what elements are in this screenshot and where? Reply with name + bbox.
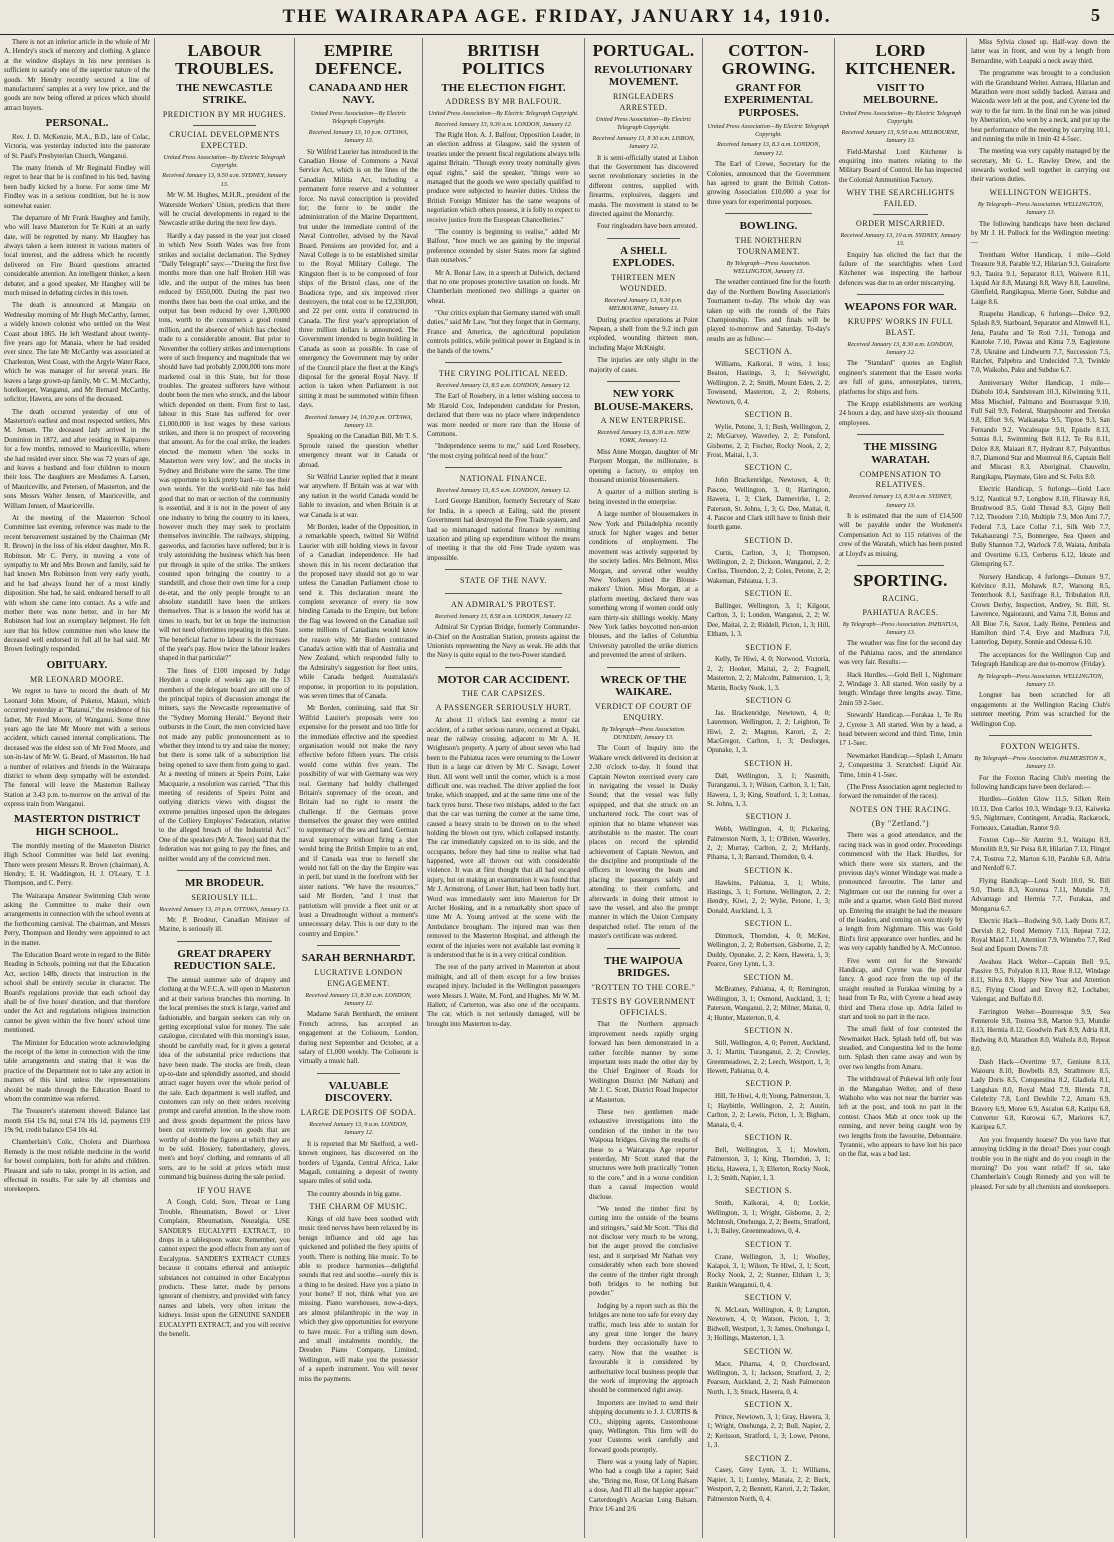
paragraph: The fines of £100 imposed by Judge Heydon a couple of weeks ago on the 13 members of the delegate board are still one of the principal topics of discussion amongst the miners, says the Newcastle representative of the "Sydney Morning Herald." Beyond their outbursts in the Court, the men convicted have not made any public pronouncement as to whether they intend to try and raise the money; but there is some talk of a subscription list being opened to save them from going to gaol. At a meeting of miners at Speirs Point, Lake Macquarie, a resolution was carried, "That this meeting of residents of Speirs Point and outlying districts views with disgust the extreme penalties imposed upon the delegates of the Colliery Employes' Federation, relative to the alleged breach of the Industrial Act." One of the speakers (Mr A. Teece) said that the federation was not going to pay the fines, and neither would any of the convicted men. bbox=[159, 667, 290, 863]
paragraph: The death is announced at Mangaia on Wednesday morning of Mr Hugh McCarthy, farmer, a widely known colonist who settled on the West Coast about 1865. He left Westland about twenty-five years ago for Manaia, where he had resided ever since. The late Mr McCarthy was associated at Charleston, West Coast, with the Argyle Water Race, which he was manager of for several years. He leaves a large grown-up family, Mr C. M. McCarthy, hotelkeeper, Wanganui, and Mr Bernard McCarthy, solicitor, Hawera, are sons of the deceased. bbox=[4, 302, 150, 404]
paragraph: It is estimated that the sum of £14,500 will be payable under the Workmen's Compensation Act to 115 relatives of the crew of the Waratah, which has been posted at Lloyd's as missing. bbox=[839, 513, 962, 558]
paragraph: Lord George Hamilton, formerly Secretary of State for India, in a speech at Ealing, said the present Government had destroyed the Free Trade system, and had so mismanaged national finance by remitting taxation and piling up expenditure without the means of meeting it that the old Free Trade system was impossible. bbox=[427, 498, 580, 562]
paragraph: Mr. P. Brodeur, Canadian Minister of Marine, is seriously ill. bbox=[159, 916, 290, 934]
paragraph: The monthly meeting of the Masterton District High School Committee was held last evening. There were present Messrs R. Brown (chairman), A. Hendry, E. H. Waddington, H. J. O'Leary, T. J. Thompson, and C. Perry. bbox=[4, 842, 150, 888]
paragraph: It is semi-officially stated at Lisbon that the Government has discovered secret revolutionary societies in the different centres, supplied with firearms, explosives, daggers and masks. The movement is stated to be directed against the Monarchy. bbox=[589, 154, 698, 218]
divider bbox=[177, 941, 272, 942]
paragraph: Speaking on the Canadian Bill, Mr T. S. Sproule raised the question whether emergency meant war in Canada or abroad. bbox=[299, 433, 418, 469]
column-5 bbox=[584, 38, 702, 1538]
section-heading: PAHIATUA RACES. bbox=[862, 607, 939, 617]
paragraph: Dall, Wellington, 3, 1; Nasmith, Turanganui, 3, 1; Wilson, Carlton, 3, 1; Tait, Hawera, 1, 3; King, Stratford, 1, 3; Lomas, St. Johns, 1, 3. bbox=[707, 772, 830, 808]
subheadline: WEAPONS FOR WAR. bbox=[844, 301, 957, 314]
section-heading: FOXTON WEIGHTS. bbox=[1000, 741, 1081, 751]
paragraph: Kelly, Te Hiwi, 4, 0; Norwood, Victoria, 2, 2; Hooker, Maitai, 2, 2; Fragnell, Masterton, 2, 2; Malcolm, Palmerston, 1, 3; Martin, Rocky Nook, 1, 3. bbox=[707, 656, 830, 692]
paragraph: The departure of Mr Frank Haughey and family, who will leave Masterton for Te Kuiti at an early date, will be regretted by many. Mr Haughey has always taken a keen interest in various matters of local interest, and the address which he recently delivered on Fire Board questions attracted considerable attention. An intelligent thinker, a keen debater, and a good speaker, Mr Haughey will be much missed in debating circles in this town. bbox=[4, 214, 150, 298]
section-heading: WELLINGTON WEIGHTS. bbox=[989, 187, 1092, 197]
paragraph: Field-Marshal Lord Kitchener is enquiring into matters relating to the Military Board of Control. He has inspected the Colonial Ammunition Factory. bbox=[839, 148, 962, 184]
paragraph: Importers are invited to send their shipping documents to J. J. CURTIS & CO., shipping agents, Customhouse quay, Wellington. This firm will do your Customs work carefully and forward goods promptly. bbox=[589, 1399, 698, 1454]
divider bbox=[857, 434, 944, 435]
dateline: Received January 13, 8.30 a.m. LONDON, January 12. bbox=[305, 991, 412, 1007]
divider bbox=[607, 667, 680, 668]
section-heading: THIRTEEN MEN WOUNDED. bbox=[611, 272, 676, 293]
section-heading: SECTION L. bbox=[744, 919, 793, 929]
paragraph: The Earl of Crewe, Secretary for the Colonies, announced that the Government has agreed to grant the British Cotton-growing Association £10,000 a year for three years for experimental purposes. bbox=[707, 161, 830, 206]
section-heading: SECTION D. bbox=[744, 535, 793, 545]
section-heading: STATE OF THE NAVY. bbox=[459, 576, 548, 586]
paragraph: Enquiry has elicited the fact that the failure of the searchlights when Lord Kitchener was inspecting the harbour defences was due to an order miscarrying. bbox=[839, 251, 962, 287]
paragraph: The Right Hon. A. J. Balfour, Opposition Leader, in an election address at Glasgow, said the system of treaties under the present fiscal regulations always tells against Britain. "Though every treaty nominally gives equal rights," said the speaker, "things were so managed that the goods we were specially qualified to produce were subjected to heavier duties. Unless the British Foreign Minister has the same weapons of negotiation which others possess, it is folly to expect to receive justice from the European Chancelleries." bbox=[427, 132, 580, 224]
section-heading: A PASSENGER SERIOUSLY HURT. bbox=[435, 703, 572, 713]
dateline: By Telegraph—Press Association. PAHIATUA, January 13. bbox=[842, 620, 959, 637]
paragraph: Hardly a day passed in the year just closed in which New South Wales was free from strikes and socialist declamation. The Sydney "Daily Telegraph" says:—"During the first five months more than one half Broken Hill was idle, and the output of the mines has been reduced by £650,000. During the past two months there has been the coal strike, and the output has been reduced by over 1,300,000 tons, worth to the consumers a good round million, and the absence of which has checked trade to a considerable amount. But prior to November the colliery strikes and interruptions were of such frequency and magnitude that we should have had probably 2,000,000 tons more marketed coal in this State, but for those troubles. The greatest sufferers have without doubt been the men who struck, and the labour which depended on them. From first to last, labour in this State has suffered for over £1,000,000 in lost wages by these various strikes, and there is no prospect of recovering that amount. As for the coal strike, the leaders elected the moment when 'the socks in Masterton were very low', and the stocks in Sydney and Brisbane were the same. The time was opportune to kick pretty hard—to use their own words. Yet the world-old rule has held good that no man or section of the community is essential, and it is not in the power of any one industry to bring the country to its knees, however much they may seek to proclaim themselves invincible. The railways, shipping, gasworks, and factories have suffered; but it is truly astonishing the business which has been put through in spite of the strike. The strikers counted upon bringing the country to a standstill, and chose their own time for a coup de-etat, and the only people brought to an absolute standstill have been the strikers themselves. That is a lesson the world has at times to teach, but let us hope the instruction will not need oftentimes repeating in this State. The beneficial factor to labour is the increases of the year's pay. How twice the labour leaders shaped in that particular?" bbox=[159, 232, 290, 663]
headline: PORTUGAL. bbox=[592, 41, 695, 60]
section-heading: THE NORTHERN TOURNAMENT. bbox=[735, 235, 802, 256]
column-3 bbox=[294, 38, 422, 1538]
paragraph: There was a young lady of Napier, Who had a cough like a rapier; Said she, "Bring me, Rose, Of Long Balsam a dose, And I'll all the happier appear." Carterdough's Acacian Lung Balsam. Price 1/6 and 2/6 bbox=[589, 1459, 698, 1514]
paragraph: The acceptances for the Wellington Cup and Telegraph Handicap are due to-morrow (Friday). bbox=[971, 651, 1110, 669]
masthead bbox=[0, 0, 1114, 35]
divider bbox=[607, 948, 680, 949]
masthead-title: THE WAIRARAPA AGE. FRIDAY, JANUARY 14, 1910. bbox=[282, 6, 832, 27]
paragraph: John Brackenridge, Newtown, 4, 0; Pascoe, Wellington, 3, 0; Harrington, Hawera, 1, 3; Clark, Dannevirke, 1, 2; Paterson, St. Johns, 1, 3; G. Dee, Maitai, 0, 4. Pascoe and Clark still have to finish their fourth game. bbox=[707, 477, 830, 532]
paragraph: Crane, Wellington, 3, 1; Woolley, Kaiapoi, 3, 1; Wilson, Te Hiwi, 3, 1; Scott, Rocky Nook, 2, 2; Stanner, Eltham 1, 3; Rankin Wanganui, 0, 4. bbox=[707, 1253, 830, 1289]
paragraph: The annual summer sale of drapery and clothing at the W.F.C.A. will open in Masterton and at their various branches this morning. In the local premises the stock is large, varied and fashionable, and bargain seekers can rely on getting exceptional value for money. The sale catalogue, circulated with this morning's issue, should be carefully read, for it gives a general idea of the substantial price reductions that have been made. The stocks are fresh, clean up-to-date and splendidly assorted, and should attract eager buyers over the whole period of the sale. Each department is well staffed, and customers can rely on their orders receiving prompt and careful attention. In the show room and dress goods department the prices have been cut extremely low on goods that are worthy of double the figures at which they are to be sold. Hosiery, haberdashery, gloves, men's and boys' clothing, and remnants of all sorts, are to be sold at prices which must command big business during the sale period. bbox=[159, 977, 290, 1182]
section-heading: SECTION H. bbox=[744, 758, 793, 768]
subheadline: NEW YORK BLOUSE-MAKERS. bbox=[593, 387, 694, 413]
section-heading: RINGLEADERS ARRESTED. bbox=[612, 92, 675, 112]
paragraph: The Earl of Rosebery, in a letter wishing success to Mr Harold Cox, Independent candidate for Preston, declared that there was no place where independence was more needed or more rare than the House of Commons. bbox=[427, 393, 580, 438]
column-7 bbox=[834, 38, 966, 1538]
subheadline: THE WAIPOUA BRIDGES. bbox=[604, 954, 683, 980]
paragraph: The meeting was very capably managed by the secretary, Mr G. L. Rawley Drew, and the stewards worked well together in carrying out their various duties. bbox=[971, 148, 1110, 184]
paragraph: The country abounds in big game. bbox=[307, 1190, 402, 1198]
paragraph: Newmarket Handicap.—Splash 1, Amaru 2, Conquestina 3. Scratched: Liquid Air. Time, 1min 4 1-5sec. bbox=[839, 752, 962, 779]
paragraph: Ruapehu Handicap, 6 furlongs—Dolce 9.2, Splash 8.9, Starboard, Separator and Almwell 8.1, Jena, Parahu and Te Roti 7.11, Tomoga and Kautoke 7.10, Pawaa and Kinta 7.9, Eaglestone 7.8, Ukraine and Lindwurm 7.7, Succession 7.5, Ratchet, Palpebra and Undecided 7.3, Twinkle 7.0, Waikoho, Paku and Subdue 6.7. bbox=[971, 311, 1110, 375]
paragraph: Casey, Grey Lynn, 3, 1; Williams, Napier, 3, 1; Lumley, Manaia, 2, 2; Buck, Westport, 2, 2; Bennett, Karori, 2, 2; Tasker, Palmerston North, 0, 4. bbox=[707, 1467, 830, 1503]
paragraph: Jas. Brackenridge, Newtown, 4, 0; Laurenson, Wellington, 2, 2; Leighton, Te Hiwi, 2, 2; Magnus, Karori, 2, 2; MacGregor, Carlton, 1, 3; Desforges, Opunake, 1, 3. bbox=[707, 709, 830, 755]
paragraph: Mr Borden, leader of the Opposition, in a remarkable speech, twitted Sir Wilfrid Laurier with still holding views in favour of a Canadian independence. He had shown this in his recent declaration that the proposed navy should not go to war unless the Canadian Parliament chose to send it. This declaration meant the complete severance of every tie now binding Canada to the Empire, but before the flag was lowered on the Canadian soil some millions of Canadians would know the reason why. Mr Borden contrasted Canada's action with that of Australia and New Zealand, which responded fully to the Admiralty's suggestion for fleet units, while Canada hedged. Australasia's response, in proportion to its population, was seven times that of Canada. bbox=[299, 523, 418, 700]
dateline: By Telegraph—Press Association. DUNEDIN, January 13. bbox=[601, 725, 686, 741]
section-heading: THE CRYING POLITICAL NEED. bbox=[438, 369, 569, 379]
paragraph: Foxton Cup—Sir Antrim 9.1, Waitapu 8.9, Monolith 8.9, Sir Peisa 8.8, Hilarian 7.13, Flingot 7.4, Tostrea 7.2, Marton 6.10, Parable 6.8, Adria and Nerdoff 6.7. bbox=[971, 837, 1110, 873]
section-heading: SECTION P. bbox=[745, 1079, 792, 1089]
paragraph: The injuries are only slight in the majority of cases. bbox=[589, 357, 698, 374]
section-heading: PREDICTION BY MR HUGHES. bbox=[162, 109, 287, 119]
paragraph: Mr Borden, continuing, said that Sir Wilfrid Laurier's proposals were too expensive for the present and too little for the immediate effective and the speediest organisation would not make the navy effective before fifteen years. The crisis would come within five years. The possibility of war with Germany was very real. Germany had boldly challenged Britain's supremacy of the ocean, and Britain had no right to resent the challenge. If the Germans prove themselves the greater they were entitled to supremacy of the sea and land. German naval supremacy without firing a shot would bring the British Empire to an end, and if Canada was true to herself she would not fall on the day the Empire was in peril, but stand in the forefront with her sister nations. "We have the resources," said Mr Borden, "and I trust that patriotism will provide a fleet unit or at least a Dreadnought without a moment's unnecessary delay. This is our duty to the country and Empire." bbox=[299, 705, 418, 938]
divider bbox=[445, 467, 562, 468]
section-heading: SECTION V. bbox=[744, 1293, 793, 1303]
paragraph: Miss Anne Morgan, daughter of Mr Pierpont Morgan, the millionaire, is opening a factory, to employ ten thousand unionist blousemakers. bbox=[589, 448, 698, 485]
paragraph: Madame Sarah Bernhardt, the eminent French actress, has accepted an engagement at the Coliseum, London, during next September and October, at a salary of £1,000 weekly. The Coliseum is virtually a music hall. bbox=[299, 1011, 418, 1066]
paragraph: Trentham Welter Handicap, 1 mile—Gold Treasure 9.8, Parable 9.2, Hilarian 9.3, Guiraforte 9.3, Tauira 9.1, Separator 8.13, Waiwere 8.11, Liquid Air 8.8, Matangi 8.8, Wavy 8.8, Laureline, Glenfield, Rangikapua, Merrie Goer, Subdue and Laige 8.6. bbox=[971, 251, 1110, 306]
paragraph: These two gentlemen made exhaustive investigations into the condition of the timber in the two Waipoua bridges. Giving the results of these to a Wairarapa Age reporter yesterday, Mr Scott stated that the structures were both practically "rotten to the core," and in a worse condition than a casual inspection would disclose. bbox=[589, 1109, 698, 1201]
paragraph: The rest of the party arrived in Masterton at about midnight, and all of them except for a few bruises escaped injury. Included in the Wellington passengers were Messrs J. Waite, M. Ford, and Hughes. Mr W. M. Hallett, of Carterton, was also one of the occupants. The car, which is not seriously damaged, will be brought into Masterton to-day. bbox=[427, 964, 580, 1028]
paragraph: The programme was brought to a conclusion with the Grandstand Welter. Astraea, Hilarian and Marathon were most solidly backed. Astraea and Waicoda were left at the post, and Cyrene led the way to the far turn. In the final run he was joined by Aberration, who won by a neck, and put up the best performance of the meeting by carrying 10.1, and running the mile in 1min 42 4-5sec. bbox=[971, 70, 1110, 143]
paragraph: "Our critics explain that Germany started with small duties," said Mr Law, "but they forget that in Germany, France and America, the agricultural population controls politics, while political power in England is in the hands of the towns." bbox=[427, 310, 580, 355]
column-2 bbox=[154, 38, 294, 1538]
wire-credit: United Press Association—By Electric Telegraph Copyright. bbox=[163, 153, 286, 170]
paragraph: The Treasurer's statement showed: Balance last month £64 15s 8d, total £74 10s 1d, payments £19 19s 9d, credit balance £54 10s 4d. bbox=[4, 1108, 150, 1135]
paragraph: The weather was fine for the second day of the Pahiatua races, and the attendance was very fair. Results:— bbox=[839, 640, 962, 667]
columns-area bbox=[0, 38, 1114, 1538]
paragraph: Admiral Sir Cyprian Bridge, formerly Commander-in-Chief on the Australian Station, protests against the Unionists representing the Navy as weak. He adds that the Navy is quite equal to the two-Power standard. bbox=[427, 624, 580, 660]
subheadline: CANADA AND HER NAVY. bbox=[308, 81, 409, 107]
dateline: By Telegraph—Press Association. WELLINGTON, January 13. bbox=[977, 200, 1104, 217]
paragraph: Kings of old have been soothed with music tired nerves have been relaxed by its benign influence and old age has quickened and polished the fiery spirits of youth. There is nothing like music. To be able to produce harmonies—delightful sounds that rest and soothe—surely this is a thing to be desired. Have you a piano in your home? If not, think what you are missing. Piano warehouses, now-a-days, are almost philanthropic in the way in which they give opportunities for everyone to have music. For a trifling sum down, and small instalments monthly, the Dresden Piano Company, Limited, Wellington, will make you the possessor of a superb instrument. You will never miss the payments. bbox=[299, 1215, 418, 1383]
subheadline: REVOLUTIONARY MOVEMENT. bbox=[594, 63, 693, 89]
paragraph: A Cough, Cold, Sore, Throat or Lung Trouble, Rheumatism, Bowel or Liver Complaint, Rheumatism, Neuralgia, USE SANDER'S EUCALYPTI EXTRACT, 10 drops in a tablespoon water. Remember, you cannot expect the good effects from any sort of Eucalyptus. SANDER'S EXTRACT CURES because it contains ethereal and antiseptic substances not contained in other Eucalyptus products. These latter, made by persons ignorant of chemistry, and provided with fancy names and labels, very often irritate the kidneys. Insist upon the GENUINE SANDER EUCALYPTI EXTRACT, and you will receive the benefit. bbox=[159, 1199, 290, 1338]
divider bbox=[989, 735, 1092, 736]
dateline: Received January 13, 9.30 a.m. LONDON, January 12. bbox=[434, 120, 573, 128]
paragraph: Longner has been scratched for all engagements at the Wellington Racing Club's summer meeting. Prim was scratched for the Wellington Cup. bbox=[971, 692, 1110, 728]
subheadline: THE ELECTION FIGHT. bbox=[441, 81, 566, 94]
section-heading: SECTION K. bbox=[744, 865, 793, 875]
paragraph: Bell, Wellington, 3, 1; Mowlem, Palmerston, 3, 1; King, Thorndon, 3, 1; Hicks, Hawera, 1, 3; Ellerton, Rocky Nook, 1, 3; Smith, Napier, 1, 3. bbox=[707, 1146, 830, 1182]
divider bbox=[445, 569, 562, 570]
section-heading: SECTION B. bbox=[744, 410, 793, 420]
paragraph: A large number of blousemakers in New York and Philadelphia recently struck for higher wages and better conditions of employment. The movement was actively supported by the society ladies. Mrs Belmont, Miss Morgan, and several other wealthy New Yorkers joined the Blouse-makers' Union. Miss Morgan, at a platform meeting, declared there was something wrong if women could only earn thirty-six shillings weekly. Many New York ladies boycotted non-union blouses, and the ladies of Columbia University patrolled the strike districts and prevented the arrest of strikers. bbox=[589, 511, 698, 660]
wire-credit: United Press Association—By Electric Telegraph Copyright. bbox=[428, 110, 579, 118]
paragraph: Sir Wilfrid Laurier has introduced in the Canadian House of Commons a Naval Service Act, which is on the lines of the Canadian Militia Act, including a permanent force reserve and a volunteer force. No naval conscription is provided for; the force to be under the administration of the Marine Department, but under the immediate control of the Naval Controller, advised by the Naval Board. Pensions are provided for, and a Naval College is to be established similar to the Royal Military College. The Kingston fleet is to be composed of four ships of the Bristol class, one of the Boadicea type, and six improved river destroyers, the total cost to be £2,330,000, and 22 per cent. extra if constructed in Canada. The first year's appropriation of three million dollars is announced. The Government intended to begin building in Canada as soon as possible. In case of emergency the Government may by order of the Council place the fleet at the King's disposal for the general Royal Navy. If action is taken when Parliament is not sitting it must be summoned within fifteen days. bbox=[299, 148, 418, 410]
headline: EMPIRE DEFENCE. bbox=[314, 41, 403, 78]
section-heading: KRUPPS' WORKS IN FULL BLAST. bbox=[847, 316, 954, 337]
section-heading: SECTION F. bbox=[745, 642, 792, 652]
headline: LORD KITCHENER. bbox=[845, 41, 956, 78]
wire-credit: United Press Association—By Electric Telegraph Copyright. bbox=[310, 109, 407, 126]
headline: BRITISH POLITICS bbox=[462, 41, 545, 78]
subheadline: THE NEWCASTLE STRIKE. bbox=[176, 81, 273, 107]
section-heading: (By "Zetland.") bbox=[871, 818, 930, 828]
paragraph: The Court of Inquiry into the Waikare wreck delivered its decision at 2.30 o'clock to-day. It found that Captain Newton exercised every care in navigating the vessel in Dusky Sound; that the vessel was fully equipped, and that she struck on an unchartered rock. The court was of opinion that no blame whatever was attributable to the master. The court places on record the splendid achievement of Captain Newton, and the discipline and promptitude of the officers in lowering the boats and placing the passengers safely and attending to their comforts, and afterwards in doing their utmost to save the vessel, and also the prompt manner in which the Union Company despatched relief. The return of the master's certificate was ordered. bbox=[589, 745, 698, 941]
section-heading: MR LEONARD MOORE. bbox=[29, 674, 125, 684]
subheadline: THE MISSING WARATAH. bbox=[863, 441, 938, 466]
paragraph: N. McLean, Wellington, 4, 0; Langton, Newtown, 4, 0; Watson, Picton, 1, 3; Bidwell, Westport, 1, 3; James, Onehunga 1, 3; Hollings, Masterton, 1, 3. bbox=[707, 1307, 830, 1343]
section-heading: IF YOU HAVE bbox=[197, 1185, 252, 1195]
section-heading: SECTION T. bbox=[745, 1239, 792, 1249]
paragraph: Ballinger, Wellington, 3, 1; Kilgour, Carlton, 3, 1; London, Wanganui, 2, 2; W. Dee, Maitai, 2, 2; Riddell, Picton, 1, 3; Hill, Eltham, 1, 3. bbox=[707, 603, 830, 639]
subheadline: VISIT TO MELBOURNE. bbox=[863, 81, 938, 107]
section-heading: SECTION J. bbox=[745, 812, 792, 822]
paragraph: Still, Wellington, 4, 0; Perrett, Auckland, 3, 1; Martin, Turanganui, 2, 2; Crowley, Greenmeadows, 2, 2; Leech, Westport, 1, 3; Hewett, Pahiatua, 0, 4. bbox=[707, 1039, 830, 1076]
paragraph: Are you frequently hoarse? Do you have that annoying tickling in the throat? Does your cough trouble you in the night and do you cough in the morning? Do you want relief? If so, take Chamberlain's Cough Remedy and you will be pleased. For sale by all chemists and storekeepers. bbox=[971, 1136, 1110, 1191]
page-number: 5 bbox=[1091, 5, 1100, 25]
wire-credit: United Press Association—By Electric Telegraph Copyright. bbox=[707, 122, 830, 139]
divider bbox=[445, 362, 562, 363]
paragraph: "Independence seems to me," said Lord Rosebery, "the most crying political need of the hour." bbox=[427, 443, 580, 460]
dateline: Received January 13, 8.58 a.m. LONDON, January 12. bbox=[434, 612, 573, 620]
paragraph: The Wairarapa Amateur Swimming Club wrote asking the Committee to make their own arrangements in connection with the school events at the forthcoming carnival. The chairman, and Messrs Perry, Thompson and Hendry were appointed to act in the matter. bbox=[4, 892, 150, 947]
paragraph: For the Foxton Racing Club's meeting the following handicaps have been declared:— bbox=[971, 774, 1110, 792]
paragraph: Flying Handicap—Lord Soult 10.0, St. Bill 9.0, Thetis 8.3, Korenua 7.11, Mundie 7.9, Advantage and Hermia 7.7, Furakaa, and Mongaroa 6.7. bbox=[971, 877, 1110, 913]
dateline: Received January 13, 9 a.m. LONDON, January 12. bbox=[309, 1120, 408, 1137]
section-heading: AN ADMIRAL'S PROTEST. bbox=[451, 599, 556, 609]
dateline: Received January 13, 10 a.m. SYDNEY, January 13. bbox=[840, 231, 961, 248]
dateline: Received January 13, 10 p.m. OTTAWA, January 13. bbox=[159, 905, 290, 913]
dateline: Received January 13, 8.3 a.m. LONDON, January 12. bbox=[716, 141, 821, 157]
dateline: Received January 13, 8.5 a.m. LONDON, January 12. bbox=[436, 381, 571, 389]
section-heading: THE CAR CAPSIZES. bbox=[461, 689, 546, 699]
paragraph: Awahou Hack Welter—Captain Bell 9.5, Passive 9.5, Polyalon 8.13, Rose 8.12, Windage 8.11, Silva 8.9, Happy New Year and Attention 8.5, Flying Cloud and Envoy 8.2, Lochaber, Valengar, and Buffalo 8.0. bbox=[971, 958, 1110, 1004]
section-heading: SECTION E. bbox=[744, 589, 793, 599]
divider bbox=[725, 213, 812, 214]
dateline: Received January 13, 8.30 a.m. LONDON, January 12. bbox=[847, 340, 954, 357]
paragraph: The death occurred yesterday of one of Masterton's earliest and most respected settlers, Mrs M. Jensen. The deceased lady arrived in the Dominion in 1872, and after residing in Kaiparoro for a few months, removed to Mauriceville, where she had resided ever since. She was 72 years of age, and leaves a husband and four children to mourn their loss. The daughters are Mesdames A. Larsen, of Mauriceville, and Petersen, of Masterton, and the sons Messrs Walter Jensen, of Mauriceville, and William Jensen, of Mauriceville. bbox=[4, 408, 150, 510]
headline: SPORTING. bbox=[853, 571, 948, 591]
divider bbox=[873, 214, 928, 215]
section-heading: A NEW ENTERPRISE. bbox=[600, 416, 687, 426]
section-heading: VERDICT OF COURT OF ENQUIRY. bbox=[595, 701, 692, 722]
section-heading: SERIOUSLY ILL. bbox=[191, 892, 258, 902]
column-1 bbox=[0, 38, 154, 1538]
paragraph: We regret to have to record the death of Mr Leonard John Moore, of Puketoi, Makuri, which occurred yesterday at "Ratanui," the residence of his father, Mr Fred Moore, of Wanganui. Some three years ago the late Mr Moore met with a serious accident, which caused internal complications. The deceased was the eldest son of Mr Fred Moore, and son-in-law of Mr W. G. Beard, of Masterton. He had a number of relatives and friends in the Wairarapa district to whom deep sympathy will be extended. The funeral will leave the Masterton Railway Station at 3.43 p.m. to-morrow on the arrival of the express train from Wanganui. bbox=[4, 688, 150, 809]
paragraph: The many friends of Mr Reginald Findley will regret to hear that he is confined to his bed, having been badly kicked by a horse. For some time Mr Findley was in a serious condition, but he is now somewhat easier. bbox=[4, 164, 150, 210]
headline: LABOUR TROUBLES. bbox=[175, 41, 274, 78]
paragraph: Electric Hack—Rodwing 9.0, Lady Doris 8.7, Dervish 8.2, Fond Memory 7.13, Repeat 7.12, Royal Maid 7.11, Attention 7.9, Winnebo 7.7, Red Seal and Epsom Downs 7.0. bbox=[971, 918, 1110, 954]
paragraph: Mr W. M. Hughes, M.H.R., president of the Waterside Workers' Union, predicts that there will be crucial developments in regard to the Newcastle strike during the next few days. bbox=[159, 192, 290, 228]
paragraph: Electric Handicap, 5 furlongs—Gold Lace 9.12, Nautical 9.7, Longbow 8.10, Flitaway 8.6, Brushwood 8.5, Gold Thread 8.3, Gipsy Bell 7.12, Theodore 7.10, Multiple 7.9, Mon Ami 7.7, Federal 7.3, Lace Collar 7.1, Silk Web 7.7, Tekahaurangi 7.5, Bonnergee, Sea Queen and Bully Shannon 7.2, Warlock 7.0, Waiata, Ambala and Overtime 6.13, Cerberus 6.12, Ideate and Glenspring 6.7. bbox=[971, 486, 1110, 569]
paragraph: Five went out for the Stewards' Handicap, and Cyrene was the popular fancy. A good race from the top of the straight resulted in Furakaa winning by a head from Te Ru, with Cyrene a head away third and Thera close up. Adria failed to start and took no part in the race. bbox=[839, 957, 962, 1021]
section-heading: SECTION G bbox=[745, 696, 792, 706]
section-heading: SECTION R. bbox=[744, 1132, 793, 1142]
section-heading: ORDER MISCARRIED. bbox=[856, 218, 945, 228]
paragraph: Judging by a report such as this the bridges are none too safe for every day traffic, much less able to sustain for any great time longer the heavy burdens they occasionally have to carry. Now that the weather is favourable it is considered by authoritative local business people that the work of improving the approach should be commenced right away. bbox=[589, 1302, 698, 1395]
headline: COTTON-GROWING. bbox=[721, 41, 816, 78]
dateline: Received January 13, 9.50 a.m. MELBOURNE, January 13. bbox=[841, 128, 960, 145]
section-heading: SECTION X. bbox=[744, 1400, 793, 1410]
divider bbox=[317, 945, 400, 946]
paragraph: The weather continued fine for the fourth day of the Northern Bowling Association's Tournament to-day. The whole day was taken up with the rounds of the Pairs Championship. Ties and finals will be played to-morrow and Saturday. To-day's results are as follow:— bbox=[707, 279, 830, 343]
section-heading: LUCRATIVE LONDON ENGAGEMENT. bbox=[314, 967, 403, 988]
dateline: By Telegraph—Press Association. WELLINGTON, January 13. bbox=[726, 259, 811, 276]
paragraph: That the Northern approach improvement needs rapidly urging forward has been demonstrated in a rather forcible manner by some important tests made the other day by the Chief Engineer of Roads for Wellington District (Mr Nathan) and Mr J. C. Scott, District Road Inspector at Masterton. bbox=[589, 1021, 698, 1104]
paragraph: Wylie, Petone, 3, 1; Bush, Wellington, 2, 2; McGarvey, Waverley, 2, 2; Ponsford, Gisborne, 2, 2; Fischer, Rocky Nook, 2, 2; Frost, Maitai, 1, 3. bbox=[707, 423, 830, 460]
subheadline: GRANT FOR EXPERIMENTAL PURPOSES. bbox=[723, 81, 814, 119]
column-8 bbox=[966, 38, 1114, 1538]
subheadline: VALUABLE DISCOVERY. bbox=[324, 1079, 393, 1105]
paragraph: The withdrawal of Pukewai left only four in the Mangahao Welter, and of these Waihoho who was not near the barrier was left at the post, and took no part in the contest. Chaos Mab at once took up the running, and never being caught won by two lengths from the favourite, Debonnaire. Tyrannic, who appears to have lost his pace on the flat, was a bad last. bbox=[839, 1076, 962, 1159]
paragraph: During practice operations at Point Nepean, a shell from the 9.2 inch gun exploded, wounding thirteen men, including Major McKnight. bbox=[589, 316, 698, 352]
paragraph: Chamberlain's Colic, Cholera and Diarrhoea Remedy is the most reliable medicine in the world for bowel complaints, both for adults and children. Pleasant and safe to take, prompt in its action, and effectual in results. For sale by all chemists and storekeepers. bbox=[4, 1139, 150, 1194]
column-4 bbox=[422, 38, 584, 1538]
wire-credit: United Press Association—By Electric Telegraph Copyright. bbox=[595, 115, 692, 132]
section-heading: WHY THE SEARCHLIGHTS FAILED. bbox=[846, 188, 955, 209]
dateline: Received January 13, 8.30 a.m. NEW YORK, January 12. bbox=[597, 429, 690, 445]
paragraph: The Education Board wrote in regard to the Bible Reading in Schools, pointing out that the Education Act, section 148b, directs that instruction in the school shall be entirely secular in character. The Board's regulations provide that each school day shall be of five hours' duration, and that therefore under the Act and regulations religious instruction cannot be given within the five hours' school time mentioned. bbox=[4, 952, 150, 1035]
dateline: Received January 13, 10 p.m. OTTAWA, January 13. bbox=[308, 128, 409, 145]
paragraph: Hawkins, Pahiatua, 3, 1; White, Hastings, 3, 1; Fortune, Wellington, 2, 2; Hendry, Kiwi, 2, 2; Wylie, Petone, 1, 3; Donald, Auckland, 1, 3. bbox=[707, 879, 830, 915]
divider bbox=[317, 1073, 400, 1074]
divider bbox=[857, 294, 944, 295]
section-heading: THE CHARM OF MUSIC. bbox=[309, 1202, 408, 1212]
subheadline: A SHELL EXPLODES. bbox=[612, 244, 675, 270]
paragraph: Prince, Newtown, 3, 1; Gray, Hawera, 3, 1; Wright, Onehunga, 2, 2; Bull, Napier, 2, 2; Kerisson, Stratford, 1, 3; Lowe, Petone, 1, 3. bbox=[707, 1413, 830, 1450]
section-heading: SECTION A. bbox=[744, 347, 793, 357]
section-heading: CRUCIAL DEVELOPMENTS EXPECTED. bbox=[169, 129, 280, 150]
subheadline: WRECK OF THE WAIKARE. bbox=[600, 673, 687, 699]
paragraph: Dimmock, Thorndon, 4, 0; McKee, Wellington, 2, 2; Robertson, Gisborne, 2, 2; Duddy, Opunake, 2, 2; Keen, Hawera, 1, 3; Pearce, Grey Lynn, 1, 3. bbox=[707, 933, 830, 969]
dateline: By Telegraph—Press Association. PALMERSTON N., January 13. bbox=[974, 754, 1107, 771]
paragraph: Anniversary Welter Handicap, 1 mile—Diabolo 10.4, Sandstream 10.3, Kilwinning 9.11, Miss Mischief, Palmano and Bourrasque 9.10, Full Sail 9.9, Federal, Sharpshooter and Teetoko 9.8, Effort 9.6, Waikanaka 9.5, Tiptoe 9.3, San Fernando 9.2, Vocalesque 9.0, Epistle 8.13, Sontas 8.1, Swimming Belt 8.12, Te Ru 8.11, Dolce 8.8, Maiaari 8.7, Hydrant 8.7, Polyanthus 8.7, Diamond Star and Montreal 8.6, Captain Bell and Miscast 8.3, Aboriginal, Chauvelin, Rangikapu, Playmate, Glen and St. Felix 8.0. bbox=[971, 379, 1110, 481]
paragraph: Dash Hack—Overtime 9.7, Geniune 8.13, Waiouru 8.10, Bowbells 8.9, Strathmore 8.5, Lady Doris 8.5, Conquestina 8.2, Gladiola 8.1, Langshan 8.0, Royal Maid 7.9, Blenda 7.8, Celebrity 7.8, Lord Dewhile 7.2, Amaru 6.9, Bravery 6.9, Moree 6.9, Ascalon 6.8, Katipu 6.8, Converter 6.8, Korowai 6.7, Mariores 6.7, Kairipea 6.7. bbox=[971, 1058, 1110, 1132]
subheadline: OBITUARY. bbox=[46, 658, 108, 671]
paragraph: Farrington Welter—Bourresque 9.9, Sea Fennerole 9.8, Tostrea 9.8, Marton 9.3, Mundie 8.13, Hermia 8.12, Goodwin Park 8.9, Adria 8.8, Redwing 8.0, Marathon 8.0, Waihola 8.0, Repeat 8.0. bbox=[971, 1008, 1110, 1054]
dateline: Received January 13, 8.5 a.m. LONDON, January 12. bbox=[436, 486, 571, 494]
paragraph: The Krupp establishments are working 24 hours a day, and have sixty-six thousand employees. bbox=[839, 401, 962, 427]
paragraph: McBratney, Pahiatua, 4, 0; Remington, Wellington, 3, 1; Osmond, Auckland, 3, 1; Paterson, Wanganui, 2, 2; Milner, Maitai, 0, 4; Hunter, Masterton, 0, 4. bbox=[707, 986, 830, 1022]
divider bbox=[607, 381, 680, 382]
section-heading: LARGE DEPOSITS OF SODA. bbox=[300, 1108, 417, 1117]
paragraph: Stewards' Handicap.—Furakaa 1, Te Ru 2, Cyrene 3. All started. Won by a head, a head between second and third. Time, 1min 17 1-5sec. bbox=[839, 712, 962, 748]
section-heading: COMPENSATION TO RELATIVES. bbox=[859, 469, 942, 490]
paragraph: Curtis, Carlton, 3, 1; Thompson, Wellington, 2, 2; Dickson, Wanganui, 2, 2; Corliss, Thorndon, 2, 2; Coles, Petone, 2, 2; Wakeman, Pahiatua, 1, 3. bbox=[707, 549, 830, 585]
dateline: Received January 13, 8.30 a.m. SYDNEY, January 13. bbox=[849, 493, 952, 509]
paragraph: At the meeting of the Masterton School Committee last evening, reference was made to the recent bereavement sustained by the Chairman (Mr R. Brown) in the loss of his eldest daughter, Mrs R. Robinson. Mr C. Perry, in moving a vote of sympathy to Mr and Mrs Brown and family, said he had known Mrs Robinson from very early youth, and he had always found her of a most kindly disposition. She had, he said, endeared herself to all with whom she came into contact. As a wife and mother there was none better, and in her Mr Robinson had lost an exemplary helpmeet. He felt sure that his fellow committee men who knew the deceased well endorsed in full all he had said. Mr Brown feelingly responded. bbox=[4, 515, 150, 654]
section-heading: SECTION N. bbox=[744, 1026, 793, 1036]
paragraph: Miss Sylvia closed up. Half-way down the latter was in front, and won by a length from Bernardine, with Leapaki a neck away third. bbox=[971, 39, 1110, 65]
divider bbox=[607, 238, 680, 239]
paragraph: Nursery Handicap, 4 furlongs—Dunure 9.7, Kelvince 8.11, Mohawk 8.7, Warsong 8.5, Tenterhook 8.1, Saxifrage 8.1, Tribulation 8.0, Crown Derby, Inspection, Andrey, St. Bill, St. Lawrence, Ngaiorauni, and Varna 7.8, Bonus and All Blue 7.6, Saxor, Lady Reine, Pennless and Hamilton third 7.4, Erye and Madhura 7.0, Lanterlog, Deputy, Sonnie and Odessa 6.10. bbox=[971, 573, 1110, 647]
subheadline: MR BRODEUR. bbox=[185, 877, 264, 890]
paragraph: Hurdles—Golden Glow 11.5, Silken Rein 10.13, Don Carlos 10.3, Windage 9.13, Kaiweka 9.5, Nightmare, Contingent, Arcadia, Rackarock, Forneaux, Canadian, Ranter 9.0. bbox=[971, 796, 1110, 832]
dateline: Received January 14, 10.30 p.m. OTTAWA, January 13. bbox=[304, 413, 413, 430]
paragraph: Rev. J. D. McKenzie, M.A., B.D., late of Colac, Victoria, was yesterday inducted into the pastorate of St. Paul's Presbyterian Church, Wanganui. bbox=[4, 133, 150, 160]
dateline: Received January 13, 8 30 a.m. LISBON, January 12. bbox=[592, 134, 695, 151]
section-heading: SECTION C. bbox=[744, 463, 793, 473]
paragraph: There was a good attendance, and the racing track was in good order. Proceedings commenced with the Hack Hurdles, for which there were six starters, and the previous day's winner Windage was made a pronounced favourite. The latter and Nightmare cut out the running for over a mile and a quarter, when Gold Bird moved up. Entering the straight he had the measure of the leaders, and coming on won nicely by a length from Nightmare. This was Gold Bird's first appearance over hurdles, and he was very capably handled by A. McConnoo. bbox=[839, 832, 962, 953]
wire-credit: United Press Association—By Electric Telegraph Copyright. bbox=[839, 109, 962, 126]
paragraph: Webb, Wellington, 4, 0; Pickering, Palmerston North, 3, 1; O'Brien, Waverley, 2, 2; Murray, Carlton, 2, 2; McHardy, Pihama, 1, 3; Barraud, Thorndon, 0, 4. bbox=[707, 826, 830, 862]
dateline: Received January 13, 9.30 p.m. MELBOURNE, January 13. bbox=[604, 296, 683, 313]
section-heading: SECTION S. bbox=[744, 1186, 793, 1196]
divider bbox=[193, 125, 256, 126]
column-6 bbox=[702, 38, 834, 1538]
subheadline: PERSONAL. bbox=[45, 117, 109, 130]
section-heading: "ROTTEN TO THE CORE." bbox=[591, 982, 696, 992]
section-heading: SECTION M. bbox=[743, 972, 794, 982]
paragraph: It is reported that Mr Skelford, a well-known engineer, has discovered on the borders of Uganda, Central Africa, Lake Magadi, containing a deposit of twenty square miles of solid soda. bbox=[299, 1140, 418, 1186]
section-heading: RACING. bbox=[882, 593, 919, 603]
section-heading: ADDRESS BY MR BALFOUR. bbox=[445, 97, 562, 107]
subheadline: GREAT DRAPERY REDUCTION SALE. bbox=[173, 947, 276, 973]
subheadline: SARAH BERNHARDT. bbox=[301, 952, 416, 965]
paragraph: Sir Wilfrid Laurier replied that it meant war anywhere. If Britain was at war with any nation in the world Canada would be liable to invasion, and when Britain is at war Canada is at war. bbox=[299, 474, 418, 519]
subheadline: MOTOR CAR ACCIDENT. bbox=[437, 673, 570, 686]
section-heading: NOTES ON THE RACING. bbox=[849, 804, 952, 814]
paragraph: "The country is beginning to realise," added Mr Balfour, "how much we are gaining by the imperial preference extended by sister States more far sighted than ourselves." bbox=[427, 228, 580, 265]
paragraph: The small field of four contested the Newmarket Hack. Splash held off, but was steadied, and Conquestina led to the home turn. Splash then came away and won by over two lengths from Amaru. bbox=[839, 1026, 962, 1071]
paragraph: Hack Hurdles.—Gold Bell 1, Nightmare 2, Windage 3. All started. Won easily by a length. Windage three lengths away. Time, 2min 59 2-5sec. bbox=[839, 671, 962, 707]
paragraph: At about 11 o'clock last evening a motor car accident, of a rather serious nature, occurred at Opaki, near the railway crossing, adjacent to Mr A. H. Wrightson's property. A party of about seven who had been to the Pahiatua races were returning to the Lower Hutt in a large car driven by Mr C. Savage, Lower Hutt. All went well until the corner, which is a most difficult one, was reached. The driver applied the foot brake, which snapped, and at the same time one of the back tyres burst. These two mishaps, added to the fact that the car was turning the corner at the same time, caused a heavy strain to be thrown on to the wheel holding the blown out tyre, which collapsed instantly. The car immediately capsized on to its side, and the occupants, before they had time to realise what had happened, were all thrown out with considerable violence. It was at first thought that all had escaped injury, but on making an examination it was found that Mr J. Armstrong, of Lower Hutt, had been badly hurt. Word was immediately sent into Masterton for Dr Archer Hosking, and in a remarkably short space of time Mr A. Young arrived at the scene with the Ambulance brougham. The injured man was then removed to the Masterton Hospital, and although the extent of the injuries were not available last evening it is understood that he is in a very critical condition. bbox=[427, 717, 580, 959]
divider bbox=[445, 667, 562, 668]
section-heading: SECTION Z. bbox=[744, 1453, 793, 1463]
paragraph: Hill, Te Hiwi, 4, 0; Young, Palmerston, 3, 1; Haybittle, Wellington, 2, 2; Austin, Carlton, 2, 2; Lewis, Picton, 1, 3; Bigham, Manaia, 0, 4. bbox=[707, 1093, 830, 1129]
paragraph: The "Standard" quotes an English engineer's statement that the Essen works are full of guns, armourplates, turrets, platforms for ships and forts. bbox=[839, 360, 962, 396]
divider bbox=[177, 870, 272, 871]
paragraph: The following handicaps have been declared by Mr J. H. Pollock for the Wellington meeting:— bbox=[971, 220, 1110, 247]
dateline: By Telegraph—Press Association. WELLINGTON, January 13. bbox=[977, 672, 1104, 688]
paragraph: There is not an inferior article in the whole of Mr A. Hendry's stock of mercery and clothing. A glance at the window displays in his new premises is sufficient to satisfy one of the superior nature of the goods. Mr Hendry recently secured a line of manufacturers' samples at a very low price, and the goods are now being offered at prices which should attract buyers. bbox=[4, 39, 150, 112]
paragraph: Williams, Kaikorai, 8 wins, 1 loss; Beaton, Hastings, 3, 1; Seivwright, Wellington, 2, 2; Smith, Mount Eden, 2, 2; Townsend, Masterton, 2, 2; Roberts, Newtown, 0, 4. bbox=[707, 361, 830, 406]
paragraph: Mace, Pihama, 4, 0; Churchward, Wellington, 3, 1; Jackson, Stratford, 2, 2; Pearson, Auckland, 2, 2; Nash Palmerston North, 1, 3; Strack, Hawera, 0, 4. bbox=[707, 1360, 830, 1396]
section-heading: SECTION W. bbox=[743, 1346, 794, 1356]
paragraph: "We tested the timber first by cutting into the outside of the beams and stringers," said Mr Scott. "This did not disclose very much to be wrong, but the auger proved the conclusive test, and it surprised Mr Nathan very considerably when each bore showed the centre of the timber right through both bridges to be nothing but powder." bbox=[589, 1205, 698, 1298]
paragraph: Mr A. Bonar Law, in a speech at Dulwich, declared that no one proposes protective taxation on foods. Mr Chamberlain mentioned two shillings a quarter on wheat. bbox=[427, 269, 580, 305]
paragraph: Smith, Kaikorai, 4, 0; Lockie, Wellington, 3, 1; Wright, Gisborne, 2, 2; McIntosh, Onehunga, 2, 2; Beetts, Stratford, 1, 3; Bailey, Greenmeadows, 0, 4. bbox=[707, 1200, 830, 1236]
subheadline: MASTERTON DISTRICT HIGH SCHOOL. bbox=[13, 813, 141, 839]
paragraph: (The Press Association agent neglected to forward the remainder of the races). bbox=[839, 783, 963, 801]
divider bbox=[445, 593, 562, 594]
paragraph: A quarter of a million sterling is being invested in the enterprise. bbox=[589, 489, 698, 506]
dateline: Received January 13, 9.50 a.m. SYDNEY, January 13. bbox=[162, 172, 287, 188]
paragraph: The Minister for Education wrote acknowledging the receipt of the letter in connection with the time table arrangements and stating that it was the practice of the Department not to take any action in matters of this kind unless the representations should be made through the Education Board to whom the committee was referred. bbox=[4, 1039, 150, 1103]
section-heading: NATIONAL FINANCE. bbox=[459, 474, 548, 484]
paragraph: Four ringleaders have been arrested. bbox=[597, 223, 698, 231]
divider bbox=[857, 565, 944, 566]
section-heading: TESTS BY GOVERNMENT OFFICIALS. bbox=[591, 996, 696, 1017]
subheadline: BOWLING. bbox=[739, 220, 798, 233]
